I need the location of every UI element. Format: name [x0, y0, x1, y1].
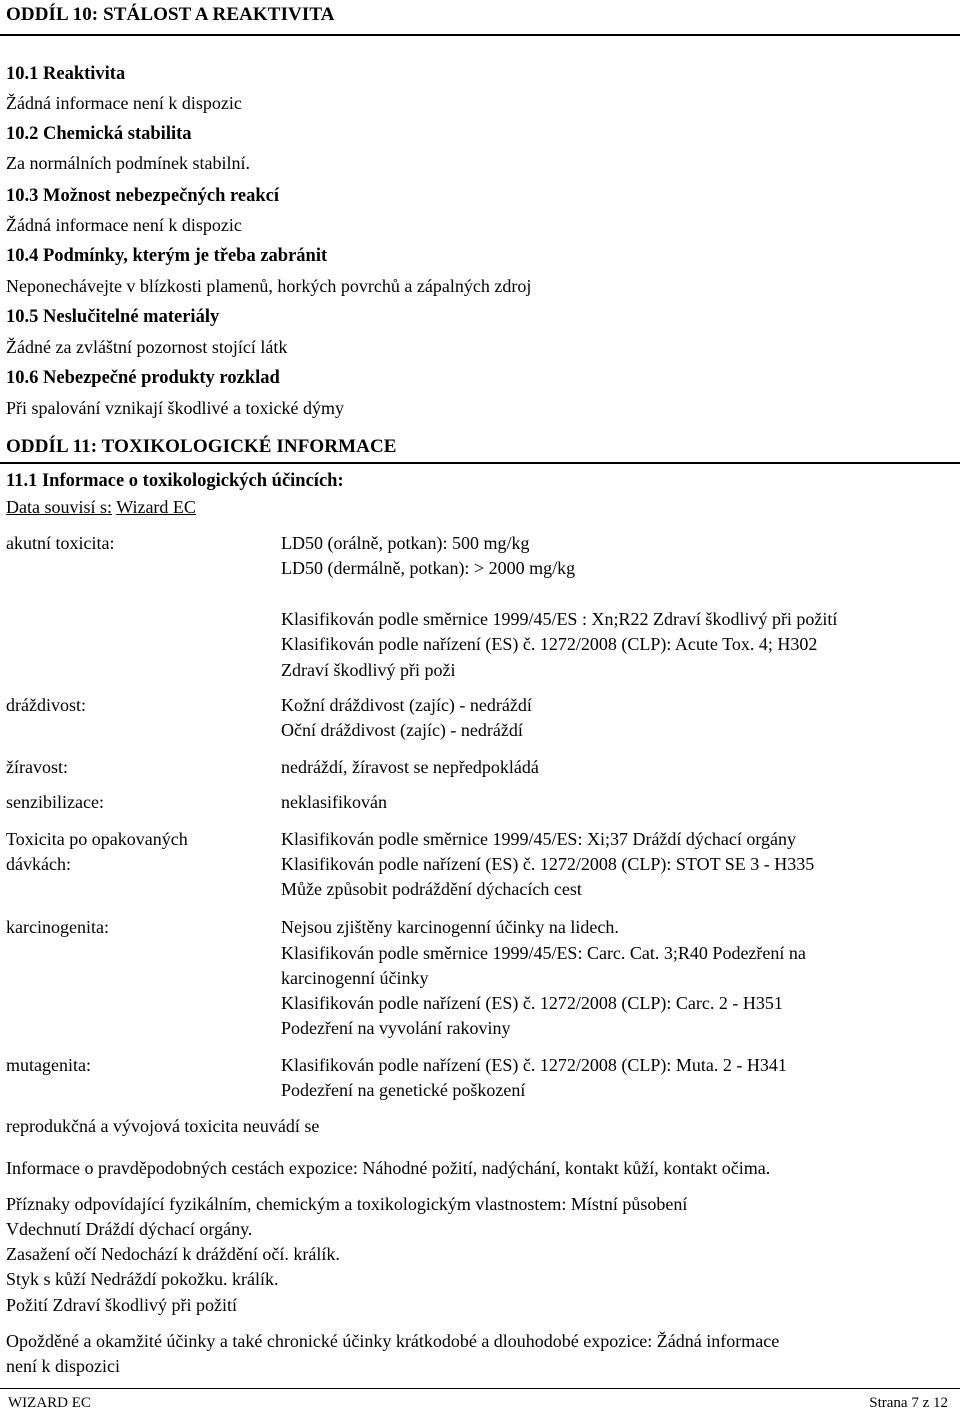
data-source-label: Data souvisí s: [6, 497, 112, 517]
carcinogenicity-label: karcinogenita: [6, 917, 109, 937]
data-source-line [6, 497, 196, 518]
exposure-routes: Informace o pravděpodobných cestách expozice: Náhodné požití, nadýchání, kontakt kůží, kontakt očima. [6, 1158, 771, 1178]
subsection-10-1-title: 10.1 Reaktivita [6, 64, 126, 84]
reproductive-toxicity: reprodukčná a vývojová toxicita neuvádí se [6, 1116, 320, 1136]
acute-toxicity-value: Klasifikován podle směrnice 1999/45/ES : Xn;R22 Zdraví škodlivý při požití [281, 609, 838, 629]
mutagenicity-value: Klasifikován podle nařízení (ES) č. 1272/2008 (CLP): Muta. 2 - H341 [281, 1055, 787, 1075]
subsection-10-3-title: 10.3 Možnost nebezpečných reakcí [6, 186, 280, 206]
footer-page-number: Strana 7 z 12 [869, 1395, 948, 1411]
section-10-rule [0, 34, 960, 36]
sensitization-value: neklasifikován [281, 792, 387, 812]
acute-toxicity-label: akutní toxicita: [6, 533, 115, 553]
carcinogenicity-value: Klasifikován podle nařízení (ES) č. 1272/2008 (CLP): Carc. 2 - H351 [281, 993, 783, 1013]
subsection-10-5-text: Žádné za zvláštní pozornost stojící látk [6, 337, 288, 357]
subsection-10-4-title: 10.4 Podmínky, kterým je třeba zabránit [6, 246, 328, 266]
subsection-10-2-title: 10.2 Chemická stabilita [6, 124, 192, 144]
symptoms-line: Vdechnutí Dráždí dýchací orgány. [6, 1219, 253, 1239]
subsection-10-5-title: 10.5 Neslučitelné materiály [6, 307, 220, 327]
acute-toxicity-value: Zdraví škodlivý při poži [281, 660, 456, 680]
sensitization-label: senzibilizace: [6, 792, 104, 812]
footer-rule [0, 1388, 960, 1389]
carcinogenicity-value: karcinogenní účinky [281, 968, 429, 988]
delayed-effects: Opožděné a okamžité účinky a také chronické účinky krátkodobé a dlouhodobé expozice: Žádná informace [6, 1331, 780, 1351]
subsection-11-1-title: 11.1 Informace o toxikologických účincích: [6, 471, 344, 491]
section-11-heading: ODDÍL 11: TOXIKOLOGICKÉ INFORMACE [6, 436, 397, 457]
section-10-heading: ODDÍL 10: STÁLOST A REAKTIVITA [6, 4, 335, 25]
mutagenicity-label: mutagenita: [6, 1055, 91, 1075]
subsection-10-6-text: Při spalování vznikají škodlivé a toxické dýmy [6, 398, 344, 418]
irritation-value: Oční dráždivost (zajíc) - nedráždí [281, 720, 523, 740]
footer-product-name: WIZARD EC [8, 1395, 91, 1411]
subsection-10-2-text: Za normálních podmínek stabilní. [6, 153, 250, 173]
repeated-dose-value: Klasifikován podle nařízení (ES) č. 1272/2008 (CLP): STOT SE 3 - H335 [281, 854, 815, 874]
section-11-rule [0, 462, 960, 464]
repeated-dose-label: dávkách: [6, 854, 71, 874]
symptoms-line: Příznaky odpovídající fyzikálním, chemickým a toxikologickým vlastnostem: Místní působení [6, 1194, 688, 1214]
carcinogenicity-value: Nejsou zjištěny karcinogenní účinky na lidech. [281, 917, 619, 937]
symptoms-line: Styk s kůží Nedráždí pokožku. králík. [6, 1269, 279, 1289]
carcinogenicity-value: Podezření na vyvolání rakoviny [281, 1018, 511, 1038]
data-source-value: Wizard EC [116, 497, 196, 517]
subsection-10-3-text: Žádná informace není k dispozic [6, 215, 242, 235]
carcinogenicity-value: Klasifikován podle směrnice 1999/45/ES: Carc. Cat. 3;R40 Podezření na [281, 943, 806, 963]
repeated-dose-value: Může způsobit podráždění dýchacích cest [281, 879, 582, 899]
subsection-10-1-text: Žádná informace není k dispozic [6, 93, 242, 113]
acute-toxicity-value: LD50 (orálně, potkan): 500 mg/kg [281, 533, 530, 553]
delayed-effects: není k dispozici [6, 1356, 120, 1376]
symptoms-line: Zasažení očí Nedochází k dráždění očí. králík. [6, 1244, 340, 1264]
mutagenicity-value: Podezření na genetické poškození [281, 1080, 526, 1100]
acute-toxicity-value: LD50 (dermálně, potkan): > 2000 mg/kg [281, 558, 576, 578]
subsection-10-4-text: Neponechávejte v blízkosti plamenů, horkých povrchů a zápalných zdroj [6, 276, 532, 296]
repeated-dose-value: Klasifikován podle směrnice 1999/45/ES: Xi;37 Dráždí dýchací orgány [281, 829, 797, 849]
symptoms-line: Požití Zdraví škodlivý při požití [6, 1295, 237, 1315]
subsection-10-6-title: 10.6 Nebezpečné produkty rozklad [6, 368, 280, 388]
irritation-value: Kožní dráždivost (zajíc) - nedráždí [281, 695, 532, 715]
corrosivity-value: nedráždí, žíravost se nepředpokládá [281, 757, 539, 777]
irritation-label: dráždivost: [6, 695, 86, 715]
corrosivity-label: žíravost: [6, 757, 68, 777]
acute-toxicity-value: Klasifikován podle nařízení (ES) č. 1272/2008 (CLP): Acute Tox. 4; H302 [281, 634, 818, 654]
repeated-dose-label: Toxicita po opakovaných [6, 829, 188, 849]
